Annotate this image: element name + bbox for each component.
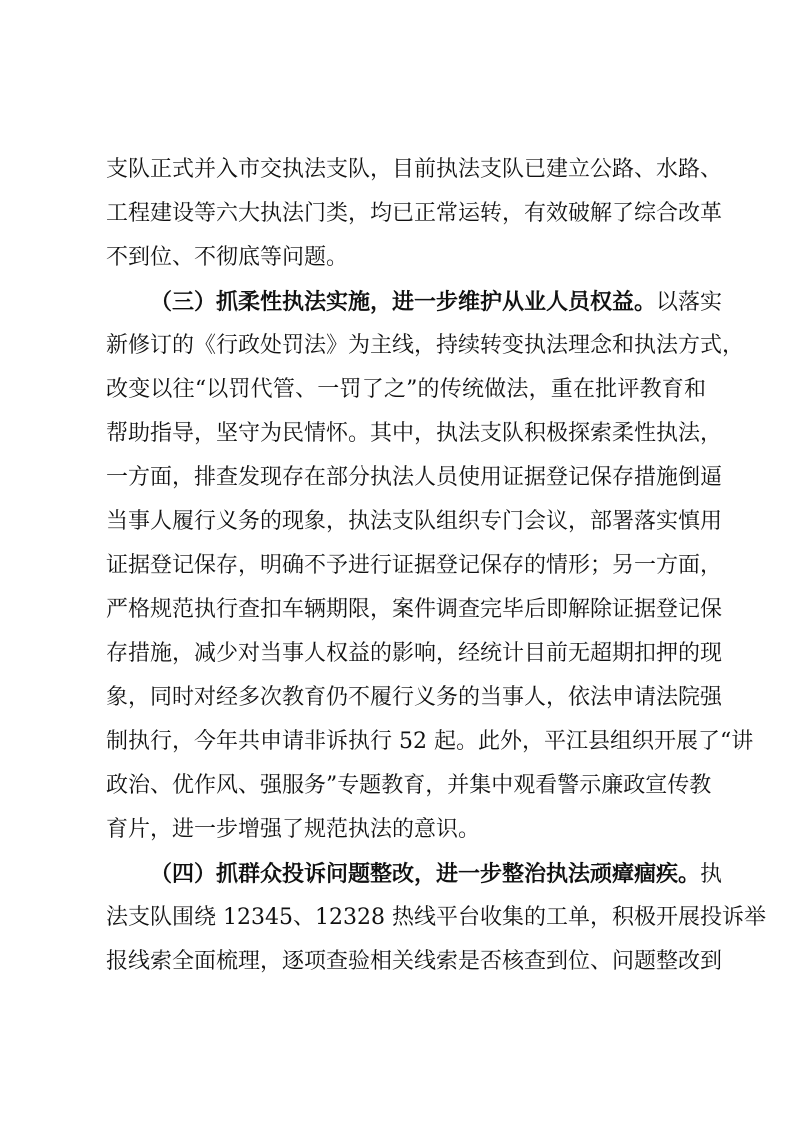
paragraph-2-line-10: 象，同时对经多次教育仍不履行义务的当事人，依法申请法院强	[106, 685, 723, 710]
paragraph-2-line-9: 存措施，减少对当事人权益的影响，经统计目前无超期扣押的现	[106, 641, 723, 666]
paragraph-1-line-3: 不到位、不彻底等问题。	[106, 245, 349, 270]
section-heading-3: （三）抓柔性执法实施，进一步维护从业人员权益。	[150, 289, 657, 315]
paragraph-2-line-4: 帮助指导，坚守为民情怀。其中，执法支队积极探索柔性执法，	[106, 421, 723, 446]
paragraph-1-line-1: 支队正式并入市交执法支队，目前执法支队已建立公路、水路、	[106, 157, 723, 182]
paragraph-2-line-3: 改变以往“以罚代管、一罚了之”的传统做法，重在批评教育和	[106, 377, 706, 402]
paragraph-2-line-5: 一方面，排查发现存在部分执法人员使用证据登记保存措施倒逼	[106, 465, 723, 490]
paragraph-2-first-line-text: 以落实	[656, 290, 723, 315]
paragraph-2-line-13: 育片，进一步增强了规范执法的意识。	[106, 817, 481, 842]
paragraph-3-first-line-text: 执	[700, 862, 723, 887]
paragraph-2-line-12: 政治、优作风、强服务”专题教育，并集中观看警示廉政宣传教	[106, 773, 712, 798]
paragraph-2-first-line	[106, 280, 723, 324]
paragraph-2-line-2: 新修订的《行政处罚法》为主线，持续转变执法理念和执法方式，	[106, 333, 745, 358]
paragraph-1-line-2: 工程建设等六大执法门类，均已正常运转，有效破解了综合改革	[106, 201, 723, 226]
paragraph-3-line-3: 报线索全面梳理，逐项查验相关线索是否核查到位、问题整改到	[106, 949, 723, 974]
paragraph-2-line-8: 严格规范执行查扣车辆期限，案件调查完毕后即解除证据登记保	[106, 597, 723, 622]
paragraph-3-line-2: 法支队围绕 12345、12328 热线平台收集的工单，积极开展投诉举	[106, 905, 766, 930]
document-body	[106, 148, 766, 984]
paragraph-2-line-11: 制执行，今年共申请非诉执行 52 起。此外，平江县组织开展了“讲	[106, 729, 754, 754]
section-heading-4: （四）抓群众投诉问题整改，进一步整治执法顽瘴痼疾。	[150, 861, 701, 887]
paragraph-2-line-6: 当事人履行义务的现象，执法支队组织专门会议，部署落实慎用	[106, 509, 723, 534]
paragraph-2-line-7: 证据登记保存，明确不予进行证据登记保存的情形；另一方面，	[106, 553, 723, 578]
paragraph-3-first-line	[106, 852, 723, 896]
